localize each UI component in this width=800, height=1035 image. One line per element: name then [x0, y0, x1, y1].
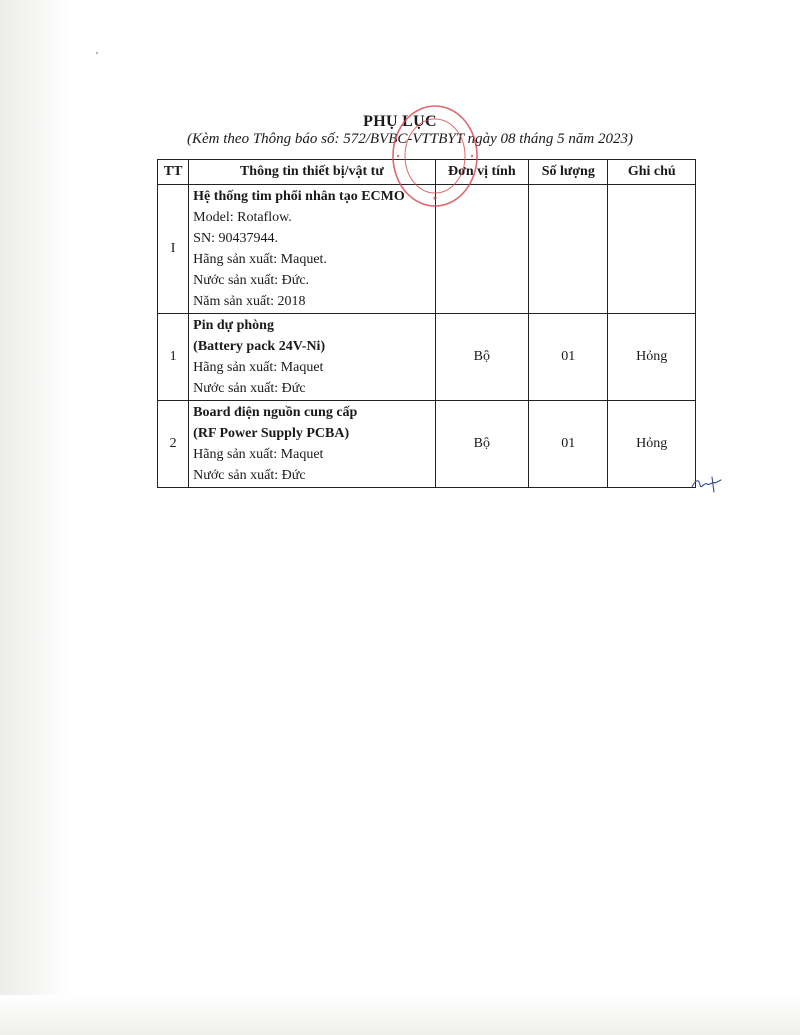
item-manufacturer: Hãng sản xuất: Maquet.: [193, 252, 327, 267]
row-tt: 1: [158, 314, 189, 401]
scan-shadow-bottom: [0, 995, 800, 1035]
item-serial: SN: 90437944.: [193, 231, 278, 246]
item-country: Nước sản xuất: Đức.: [193, 273, 310, 288]
table-header-row: [158, 160, 696, 185]
row-unit: [435, 185, 529, 314]
scan-shadow-left: [0, 0, 70, 1035]
row-info: [189, 314, 435, 401]
dust-speck: [94, 50, 100, 56]
row-info: [189, 185, 435, 314]
item-country: Nước sản xuất: Đức: [193, 468, 306, 483]
header-tt: TT: [158, 160, 189, 185]
row-unit: Bộ: [435, 401, 529, 488]
row-tt: 2: [158, 401, 189, 488]
item-english-name: (RF Power Supply PCBA): [193, 426, 350, 441]
item-english-name: (Battery pack 24V-Ni): [193, 339, 326, 354]
item-model: Model: Rotaflow.: [193, 210, 292, 225]
row-quantity: 01: [529, 401, 608, 488]
header-quantity: Số lượng: [529, 160, 608, 185]
item-year: Năm sản xuất: 2018: [193, 294, 306, 309]
table-row: [158, 314, 696, 401]
row-note: [608, 185, 696, 314]
header-unit: Đơn vị tính: [435, 160, 529, 185]
appendix-table: [157, 159, 696, 488]
row-quantity: [529, 185, 608, 314]
table-row: [158, 185, 696, 314]
signature-mark: [690, 475, 724, 495]
item-manufacturer: Hãng sản xuất: Maquet: [193, 447, 324, 462]
row-quantity: 01: [529, 314, 608, 401]
table-row: [158, 401, 696, 488]
header-info: Thông tin thiết bị/vật tư: [189, 160, 435, 185]
row-tt: I: [158, 185, 189, 314]
row-note: Hỏng: [608, 314, 696, 401]
document-title: PHỤ LỤC: [363, 113, 437, 130]
item-name: Pin dự phòng: [193, 318, 274, 333]
item-country: Nước sản xuất: Đức: [193, 381, 306, 396]
row-note: Hỏng: [608, 401, 696, 488]
row-unit: Bộ: [435, 314, 529, 401]
document-subtitle: (Kèm theo Thông báo số: 572/BVBC-VTTBYT ngày 08 tháng 5 năm 2023): [187, 131, 633, 147]
item-name: Hệ thống tim phổi nhân tạo ECMO: [193, 189, 405, 204]
row-info: [189, 401, 435, 488]
header-note: Ghi chú: [608, 160, 696, 185]
item-name: Board điện nguồn cung cấp: [193, 405, 358, 420]
item-manufacturer: Hãng sản xuất: Maquet: [193, 360, 324, 375]
